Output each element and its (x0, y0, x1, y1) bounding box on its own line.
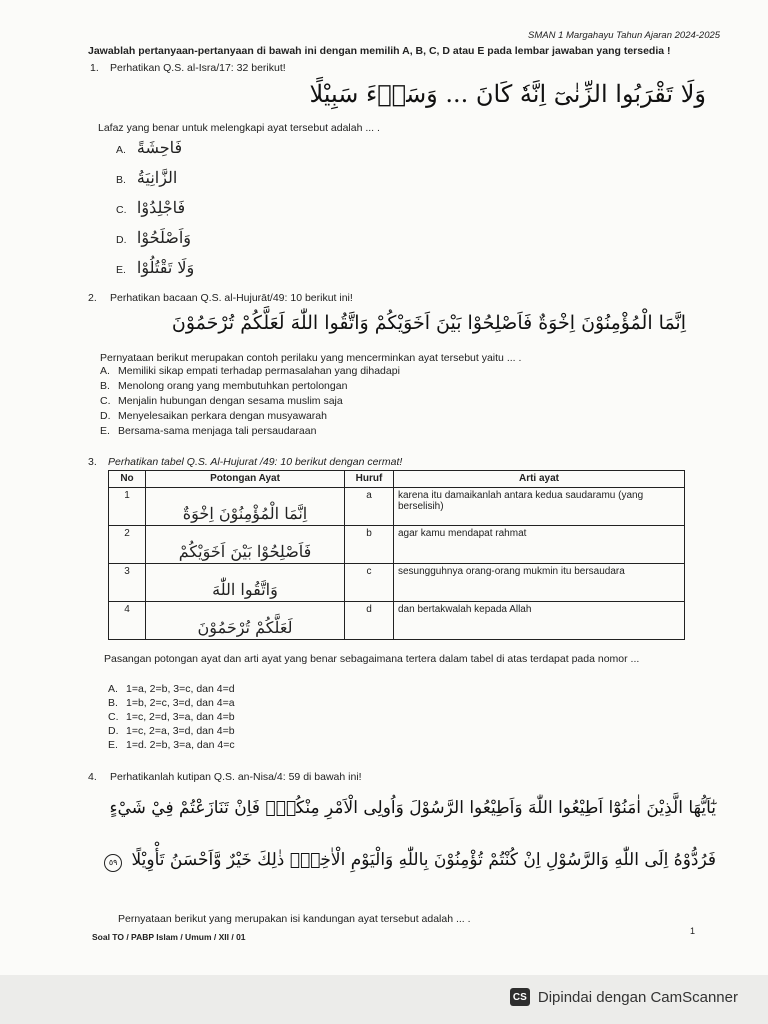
footer-code: Soal TO / PABP Islam / Umum / XII / 01 (92, 932, 246, 942)
option-letter: E. (116, 264, 126, 276)
cell-no: 4 (109, 602, 146, 640)
q1-number: 1. (90, 62, 99, 74)
q2-option-b[interactable] (100, 380, 347, 392)
cell-no: 3 (109, 564, 146, 602)
cell-arti: dan bertakwalah kepada Allah (394, 602, 685, 640)
option-text: وَاَصْلَحُوْا (136, 228, 192, 247)
q2-option-c[interactable] (100, 395, 343, 407)
col-header-no: No (109, 471, 146, 488)
q1-option-d[interactable] (116, 228, 192, 247)
option-letter: B. (108, 697, 118, 709)
cell-ayat: اِنَّمَا الْمُؤْمِنُوْنَ اِخْوَةٌ (146, 488, 345, 526)
page-number: 1 (690, 926, 696, 936)
cell-ayat: فَاَصْلِحُوْا بَيْنَ اَخَوَيْكُمْ (146, 526, 345, 564)
q3-question: Pasangan potongan ayat dan arti ayat yang benar sebagaimana tertera dalam tabel di atas terdapat pada nomor ... (104, 653, 640, 665)
option-letter: B. (100, 380, 110, 392)
option-text: Menjalin hubungan dengan sesama muslim saja (118, 395, 343, 407)
table-header-row (109, 471, 685, 488)
table-row (109, 488, 685, 526)
option-letter: E. (100, 425, 110, 437)
camscanner-watermark (510, 988, 738, 1006)
option-text: وَلَا تَقْتُلُوْا (136, 258, 195, 277)
table-row (109, 602, 685, 640)
q3-option-a[interactable] (108, 683, 235, 695)
option-text: 1=d. 2=b, 3=a, dan 4=c (126, 739, 235, 751)
option-letter: C. (100, 395, 111, 407)
option-text: Menolong orang yang membutuhkan pertolongan (118, 380, 348, 392)
option-letter: A. (108, 683, 118, 695)
option-letter: E. (108, 739, 118, 751)
option-text: فَاحِشَةً (136, 138, 183, 157)
q4-number: 4. (88, 771, 97, 783)
camscanner-logo-icon: CS (510, 988, 530, 1006)
q2-option-e[interactable] (100, 425, 316, 437)
option-text: 1=c, 2=a, 3=d, dan 4=b (126, 725, 235, 737)
option-text: 1=b, 2=c, 3=d, dan 4=a (126, 697, 235, 709)
table-row (109, 564, 685, 602)
q1-option-a[interactable] (116, 138, 183, 157)
q3-option-e[interactable] (108, 739, 235, 751)
q3-prompt: Perhatikan tabel Q.S. Al-Hujurat /49: 10 berikut dengan cermat! (108, 456, 403, 468)
q2-number: 2. (88, 292, 97, 304)
option-letter: A. (100, 365, 110, 377)
q3-option-d[interactable] (108, 725, 235, 737)
option-letter: D. (116, 234, 127, 246)
option-text: 1=c, 2=d, 3=a, dan 4=b (126, 711, 235, 723)
q4-prompt: Perhatikanlah kutipan Q.S. an-Nisa/4: 59 di bawah ini! (110, 771, 362, 783)
option-letter: A. (116, 144, 126, 156)
q4-verse-line1: يٰٓاَيُّهَا الَّذِيْنَ اٰمَنُوْٓا اَطِيْعُوا اللّٰهَ وَاَطِيْعُوا الرَّسُوْلَ وَاُولِى الْاَمْرِ مِنْكُمْۚ فَاِنْ تَنَازَعْتُمْ فِيْ شَيْءٍ (109, 798, 716, 818)
option-text: Memiliki sikap empati terhadap permasalahan yang dihadapi (118, 365, 400, 377)
option-text: فَاجْلِدُوْا (136, 198, 186, 217)
instruction: Jawablah pertanyaan-pertanyaan di bawah ini dengan memilih A, B, C, D atau E pada lembar jawaban yang tersedia ! (88, 45, 671, 57)
q4-question: Pernyataan berikut yang merupakan isi kandungan ayat tersebut adalah ... . (118, 913, 471, 925)
option-letter: C. (116, 204, 127, 216)
q1-option-b[interactable] (116, 168, 178, 187)
cell-ayat: وَاتَّقُوا اللّٰهَ (146, 564, 345, 602)
option-text: Bersama-sama menjaga tali persaudaraan (118, 425, 317, 437)
cell-huruf: c (345, 564, 394, 602)
cell-arti: agar kamu mendapat rahmat (394, 526, 685, 564)
option-letter: D. (108, 725, 119, 737)
camscanner-label: Dipindai dengan CamScanner (537, 988, 738, 1006)
q3-number: 3. (88, 456, 97, 468)
q1-option-e[interactable] (116, 258, 195, 277)
table-row (109, 526, 685, 564)
cell-arti: sesungguhnya orang-orang mukmin itu bersaudara (394, 564, 685, 602)
q1-verse: وَلَا تَقْرَبُوا الزِّنٰىٓ اِنَّهٗ كَانَ ... وَسَاۤءَ سَبِيْلًا (309, 80, 706, 108)
col-header-arti: Arti ayat (394, 471, 685, 488)
col-header-huruf: Huruf (345, 471, 394, 488)
cell-arti: karena itu damaikanlah antara kedua saudaramu (yang berselisih) (394, 488, 685, 526)
cell-huruf: b (345, 526, 394, 564)
cell-no: 1 (109, 488, 146, 526)
verse-number-icon: ٥٩ (104, 854, 122, 872)
verse-text: فَرُدُّوْهُ اِلَى اللّٰهِ وَالرَّسُوْلِ اِنْ كُنْتُمْ تُؤْمِنُوْنَ بِاللّٰهِ وَالْيَوْمِ الْاٰخِرِۗ ذٰلِكَ خَيْرٌ وَّاَحْسَنُ تَأْوِيْلًا (131, 850, 716, 870)
option-text: Menyelesaikan perkara dengan musyawarah (118, 410, 327, 422)
q1-question: Lafaz yang benar untuk melengkapi ayat tersebut adalah ... . (98, 122, 380, 134)
q1-prompt: Perhatikan Q.S. al-Isra/17: 32 berikut! (110, 62, 286, 74)
ayat-table (108, 470, 685, 640)
cell-ayat: لَعَلَّكُمْ تُرْحَمُوْنَ (146, 602, 345, 640)
q3-option-b[interactable] (108, 697, 235, 709)
option-text: 1=a, 2=b, 3=c, dan 4=d (126, 683, 235, 695)
school-header: SMAN 1 Margahayu Tahun Ajaran 2024-2025 (528, 30, 721, 41)
cell-huruf: d (345, 602, 394, 640)
cell-no: 2 (109, 526, 146, 564)
q2-option-d[interactable] (100, 410, 327, 422)
q2-prompt: Perhatikan bacaan Q.S. al-Hujurāt/49: 10 berikut ini! (110, 292, 353, 304)
q3-option-c[interactable] (108, 711, 235, 723)
q4-verse-line2 (100, 850, 716, 872)
option-letter: B. (116, 174, 126, 186)
option-text: الزَّانِيَةُ (136, 168, 178, 187)
option-letter: C. (108, 711, 119, 723)
q2-verse: اِنَّمَا الْمُؤْمِنُوْنَ اِخْوَةٌ فَاَصْلِحُوْا بَيْنَ اَخَوَيْكُمْ وَاتَّقُوا اللّٰهَ لَعَلَّكُمْ تُرْحَمُوْنَ (171, 312, 686, 334)
q1-option-c[interactable] (116, 198, 186, 217)
cell-huruf: a (345, 488, 394, 526)
col-header-ayat: Potongan Ayat (146, 471, 345, 488)
option-letter: D. (100, 410, 111, 422)
q2-question: Pernyataan berikut merupakan contoh perilaku yang mencerminkan ayat tersebut yaitu ... . (100, 352, 522, 364)
q2-option-a[interactable] (100, 365, 400, 377)
